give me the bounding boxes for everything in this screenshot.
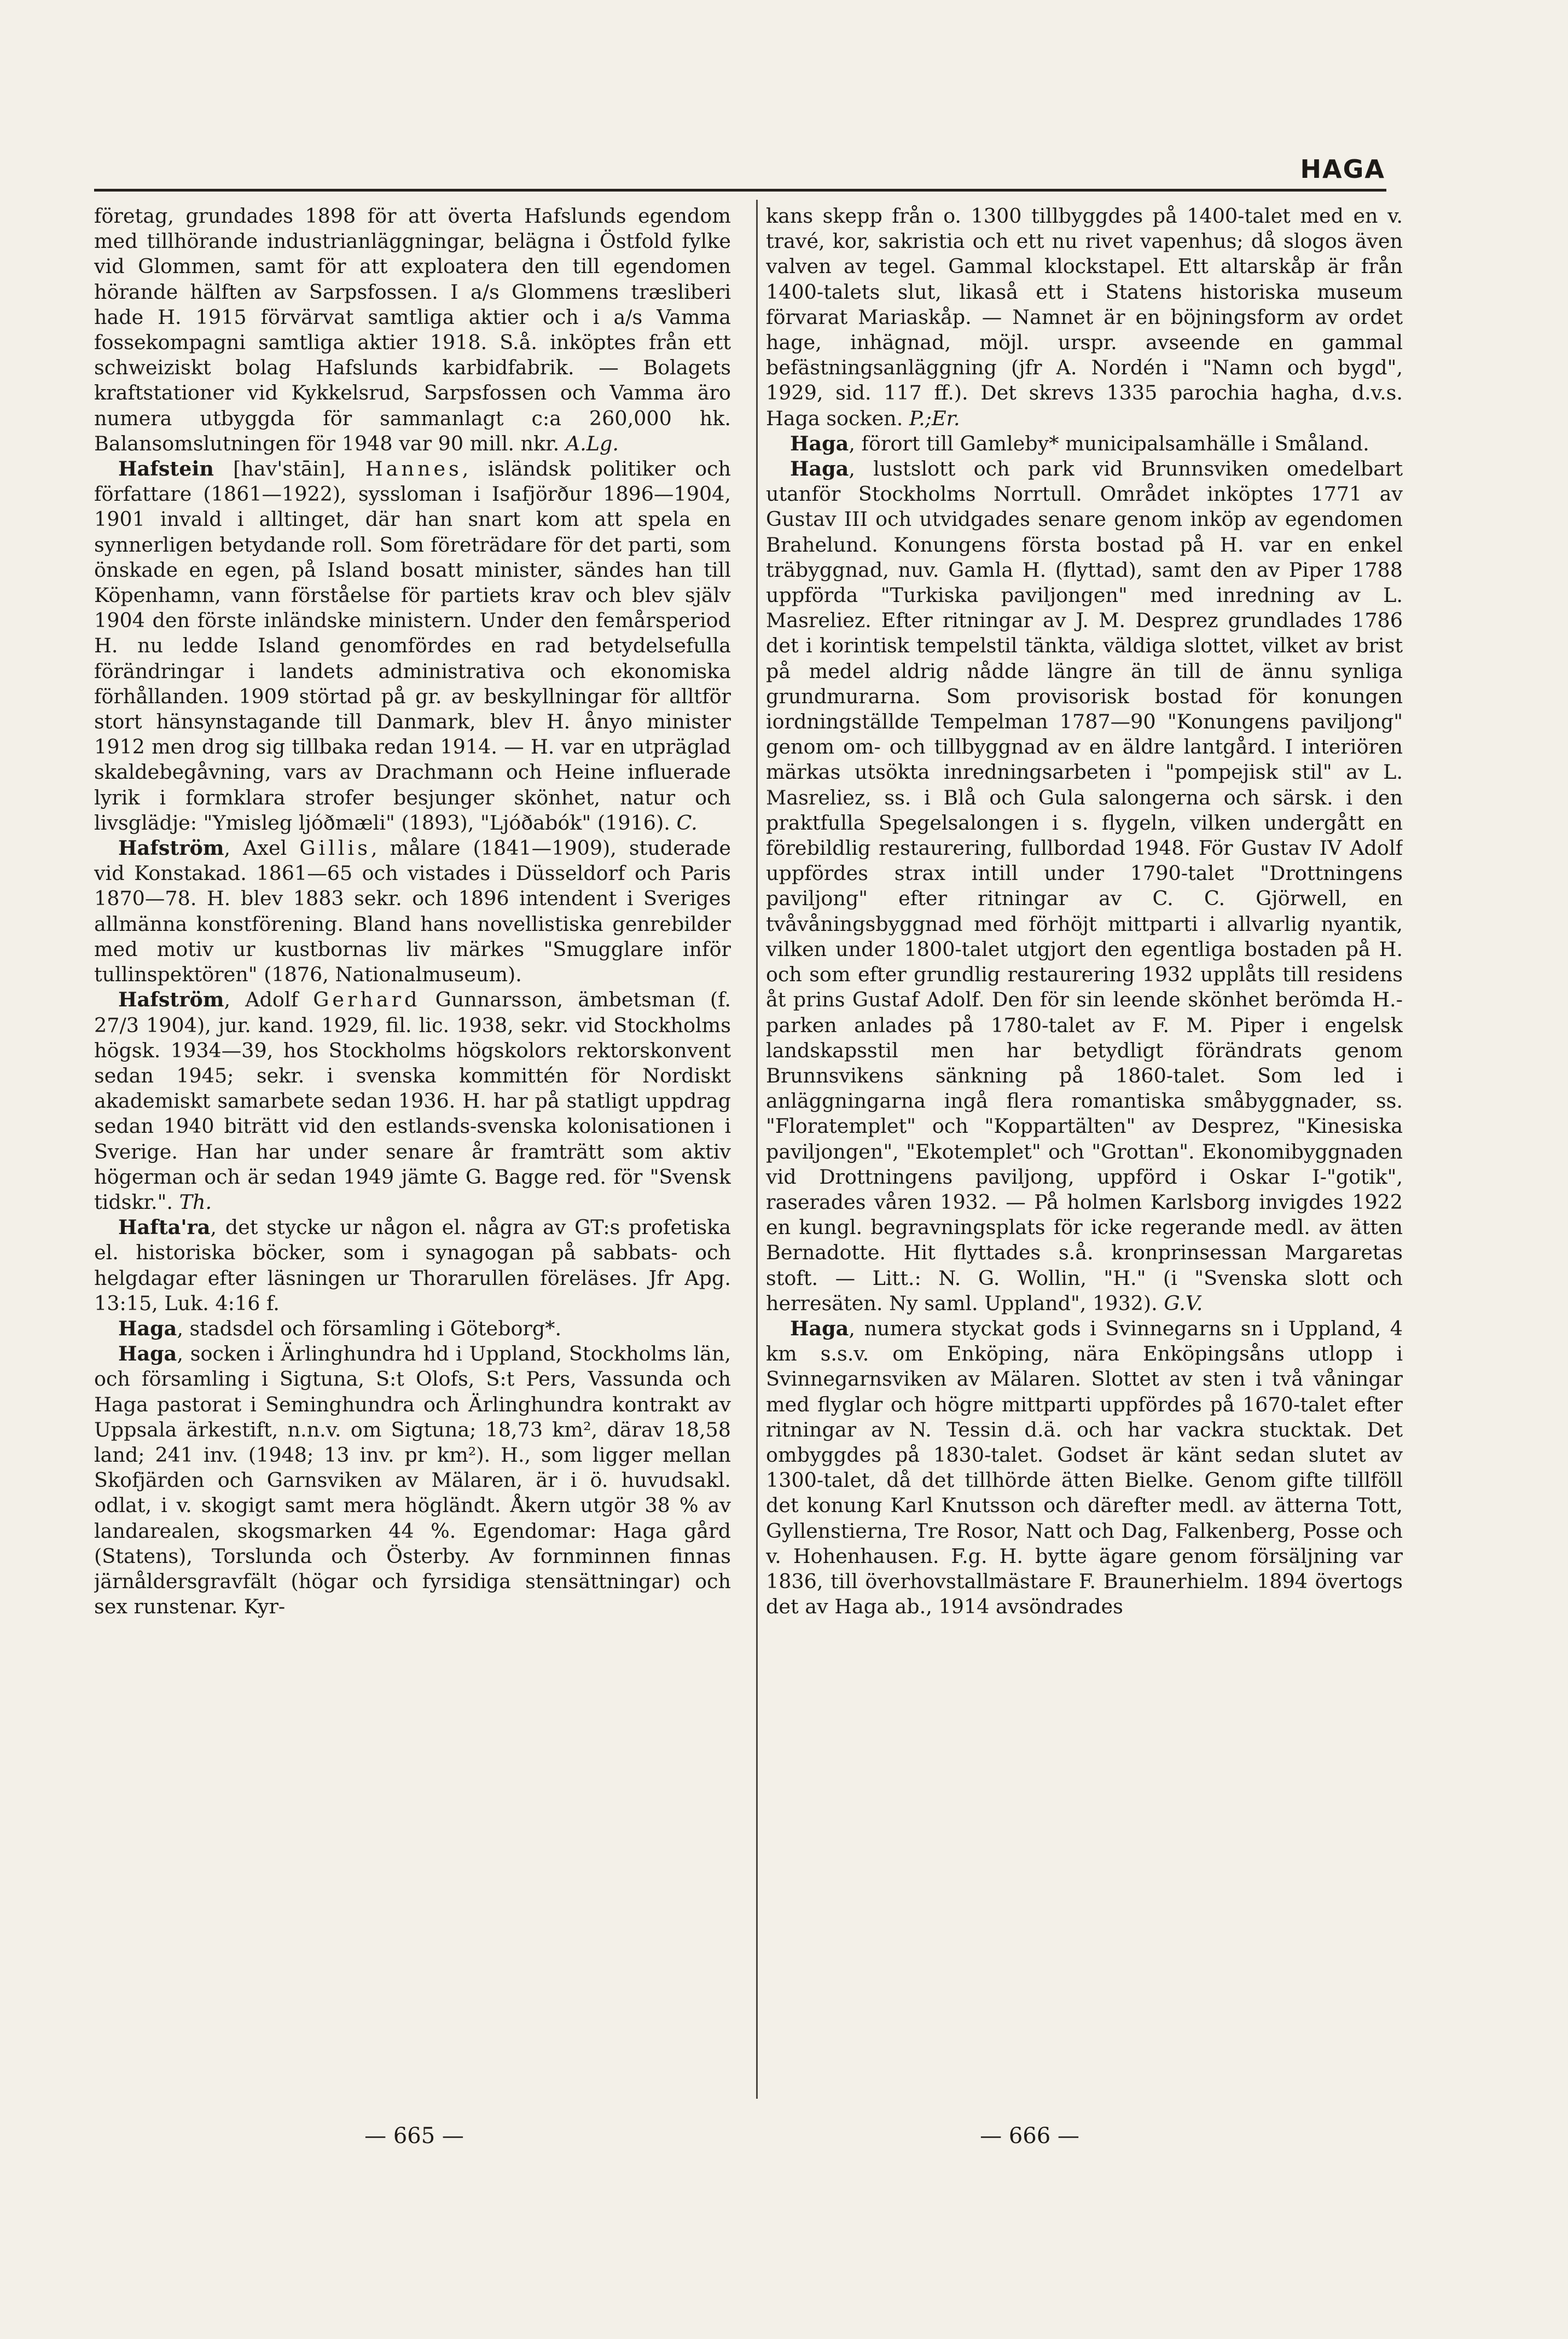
entry-text: , stadsdel och församling i Göteborg*. xyxy=(177,1316,562,1340)
entry-haga-lustslott xyxy=(766,456,1403,1316)
entry-text: , det stycke ur någon el. några av GT:s profetiska el. historiska böcker, som i synagogan på sabbats- och helgdagar efter läsningen ur Thorarullen föreläses. Jfr Apg. 13:15, Luk. 4:16 f. xyxy=(94,1215,731,1315)
headword: Hafström xyxy=(118,836,224,860)
continuation-paragraph xyxy=(766,204,1403,431)
entry-hafstrom-adolf xyxy=(94,987,731,1215)
entry-text: , isländsk politiker och författare (1861—1922), syssloman i Isafjörður 1896—1904, 1901 invald i alltinget, där han snart kom att spela en synnerligen betydande roll. Som företrädare för det parti, som önskade en egen, på Island bosatt minister, sändes han till Köpenhamn, vann förståelse för partiets krav och blev själv 1904 den förste inländske ministern. Under den femårsperiod H. nu ledde Island genomfördes en rad betydelsefulla förändringar i landets administrativa och ekonomiska förhållanden. 1909 störtad på gr. av beskyllningar för alltför stort hänsynstagande till Danmark, blev H. ånyo minister 1912 men drog sig tillbaka redan 1914. — H. var en utpräglad skaldebegåvning, vars av Drachmann och Heine influerade lyrik i formklara strofer besjunger skönhet, natur och livsglädje: "Ymisleg ljóðmæli" (1893), "Ljóðabók" (1916). xyxy=(94,457,731,835)
author-signature: A.Lg. xyxy=(565,431,619,455)
entry-haga-gods xyxy=(766,1316,1403,1619)
right-column xyxy=(766,204,1403,2092)
entry-text: , målare (1841—1909), studerade vid Konstakad. 1861—65 och vistades i Düsseldorf och Paris 1870—78. H. blev 1883 sekr. och 1896 intendent i Sveriges allmänna konstförening. Bland hans novellistiska genrebilder med motiv ur kustbornas liv märkes "Smugglare inför tullinspektören" (1876, Nationalmuseum). xyxy=(94,836,731,987)
page-number-left: — 665 — xyxy=(364,2123,464,2149)
spaced-name: Gerhard xyxy=(313,988,421,1012)
headword: Hafta'ra xyxy=(118,1215,211,1240)
headword: Haga xyxy=(790,431,849,455)
headword: Haga xyxy=(790,1316,849,1340)
headword: Haga xyxy=(790,457,849,481)
entry-hafstrom-axel xyxy=(94,836,731,987)
column-divider xyxy=(756,200,758,2099)
running-head: HAGA xyxy=(1300,154,1385,184)
entry-text: , lustslott och park vid Brunnsviken omedelbart utanför Stockholms Norrtull. Området inköptes 1771 av Gustav III och utvidgades senare genom inköp av egendomen Brahelund. Konungens första bostad på H. var en enkel träbyggnad, nuv. Gamla H. (flyttad), samt den av Piper 1788 uppförda "Turkiska paviljongen" med inredning av L. Masreliez. Efter ritningar av J. M. Desprez grundlades 1786 det i korintisk tempelstil tänkta, väldiga slottet, vilket av brist på medel aldrig nådde längre än till de ännu synliga grundmurarna. Som provisorisk bostad för konungen iordningställde Tempelman 1787—90 "Konungens paviljong" genom om- och tillbyggnad av en äldre lantgård. I interiören märkas utsökta inredningsarbeten i "pompejisk stil" av L. Masreliez, ss. i Blå och Gula salongerna och särsk. i den praktfulla Spegelsalongen i s. flygeln, vilken undergått en förebildlig restaurering, fullbordad 1948. För Gustav IV Adolf uppfördes strax intill under 1790-talet "Drottningens paviljong" efter ritningar av C. C. Gjörwell, en tvåvåningsbyggnad med förhöjt mittparti i allvarlig nyantik, vilken under 1800-talet utgjort den egentliga bostaden på H. och som efter grundlig restaurering 1932 upplåts till residens åt prins Gustaf Adolf. Den för sin leende skönhet berömda H.-parken anlades på 1780-talet av F. M. Piper i engelsk landskapsstil men har betydligt förändrats genom Brunnsvikens sänkning på 1860-talet. Som led i anläggningarna ingå flera romantiska småbyggnader, ss. "Floratemplet" och "Koppartälten" av Desprez, "Kinesiska paviljongen", "Ekotemplet" och "Grottan". Ekonomibyggnaden vid Drottningens paviljong, uppförd i Oskar I-"gotik", raserades våren 1932. — På holmen Karlsborg invigdes 1922 en kungl. begravningsplats för icke regerande medl. av ätten Bernadotte. Hit flyttades s.å. kronprinsessan Margaretas stoft. — Litt.: N. G. Wollin, "H." (i "Svenska slott och herresäten. Ny saml. Uppland", 1932). xyxy=(766,457,1403,1315)
spaced-name: Hannes xyxy=(365,457,462,481)
headword: Haga xyxy=(118,1342,177,1366)
entry-text: , socken i Ärlinghundra hd i Uppland, Stockholms län, och församling i Sigtuna, S:t Olofs, S:t Pers, Vassunda och Haga pastorat i Seminghundra och Ärlinghundra kontrakt av Uppsala ärkestift, n.n.v. om Sigtuna; 18,73 km², därav 18,58 land; 241 inv. (1948; 13 inv. pr km²). H., som ligger mellan Skofjärden och Garnsviken av Mälaren, är i ö. huvudsakl. odlat, i v. skogigt samt mera högländt. Åkern utgör 38 % av landarealen, skogsmarken 44 %. Egendomar: Haga gård (Statens), Torslunda och Österby. Av fornminnen finnas järnåldersgravfält (högar och fyrsidiga stensättningar) och sex runstenar. Kyr- xyxy=(94,1342,731,1619)
spaced-name: Gillis xyxy=(299,836,371,860)
entry-haftara xyxy=(94,1215,731,1316)
entry-hafstein xyxy=(94,456,731,836)
entry-haga-goteborg xyxy=(94,1316,731,1341)
headword: Hafstein xyxy=(118,457,214,481)
author-signature: Th. xyxy=(179,1190,212,1214)
entry-pre: , Axel xyxy=(224,836,300,860)
continuation-text: företag, grundades 1898 för att överta Hafslunds egendom med tillhörande industrianläggningar, belägna i Östfold fylke vid Glommen, samt för att exploatera den till egendomen hörande hälften av Sarpsfossen. I a/s Glommens træsliberi hade H. 1915 förvärvat samtliga aktier och i a/s Vamma fossekompagni samtliga aktier 1918. S.å. inköptes från ett schweiziskt bolag Hafslunds karbidfabrik. — Bolagets kraftstationer vid Kykkelsrud, Sarpsfossen och Vamma äro numera utbyggda för sammanlagt c:a 260,000 hk. Balansomslutningen för 1948 var 90 mill. nkr. xyxy=(94,204,731,455)
author-signature: C. xyxy=(676,810,698,835)
page-number-right: — 666 — xyxy=(980,2123,1079,2149)
left-column xyxy=(94,204,731,2092)
author-signature: P.;Er. xyxy=(909,406,960,430)
entry-text: , numera styckat gods i Svinnegarns sn i Uppland, 4 km s.s.v. om Enköping, nära Enköpingsåns utlopp i Svinnegarnsviken av Mälaren. Slottet av sten i två våningar med flyglar och högre mittparti uppfördes på 1670-talet efter ritningar av N. Tessin d.ä. och har vackra stucktak. Det ombyggdes på 1830-talet. Godset är känt sedan slutet av 1300-talet, då det tillhörde ätten Bielke. Genom gifte tillföll det konung Karl Knutsson och därefter medl. av ätterna Tott, Gyllenstierna, Tre Rosor, Natt och Dag, Falkenberg, Posse och v. Hohenhausen. F.g. H. bytte ägare genom försäljning var 1836, till överhovstallmästare F. Braunerhielm. 1894 övertogs det av Haga ab., 1914 avsöndrades xyxy=(766,1316,1403,1619)
entry-text: Gunnarsson, ämbetsman (f. 27/3 1904), jur. kand. 1929, fil. lic. 1938, sekr. vid Stockholms högsk. 1934—39, hos Stockholms högskolors rektorskonvent sedan 1945; sekr. i svenska kommittén för Nordiskt akademiskt samarbete sedan 1936. H. har på statligt uppdrag sedan 1940 biträtt vid den estlands-svenska kolonisationen i Sverige. Han har under senare år framträtt som aktiv högerman och är sedan 1949 jämte G. Bagge red. för "Svensk tidskr.". xyxy=(94,988,731,1214)
entry-haga-socken xyxy=(94,1341,731,1619)
entry-text: , förort till Gamleby* municipalsamhälle i Småland. xyxy=(849,431,1369,455)
entry-pre: [hav'stāin], xyxy=(213,457,365,481)
continuation-paragraph xyxy=(94,204,731,456)
author-signature: G.V. xyxy=(1164,1291,1203,1315)
entry-pre: , Adolf xyxy=(224,988,313,1012)
continuation-text: kans skepp från o. 1300 tillbyggdes på 1400-talet med en v. travé, kor, sakristia och ett nu rivet vapenhus; då slogos även valven av tegel. Gammal klockstapel. Ett altarskåp är från 1400-talets slut, likaså ett i Statens historiska museum förvarat Mariaskåp. — Namnet är en böjningsform av ordet hage, inhägnad, möjl. urspr. avseende en gammal befästningsanläggning (jfr A. Nordén i "Namn och bygd", 1929, sid. 117 ff.). Det skrevs 1335 parochia hagha, d.v.s. Haga socken. xyxy=(766,204,1403,430)
headword: Hafström xyxy=(118,988,224,1012)
entry-haga-forort xyxy=(766,431,1403,456)
header-rule xyxy=(94,189,1386,192)
headword: Haga xyxy=(118,1316,177,1340)
